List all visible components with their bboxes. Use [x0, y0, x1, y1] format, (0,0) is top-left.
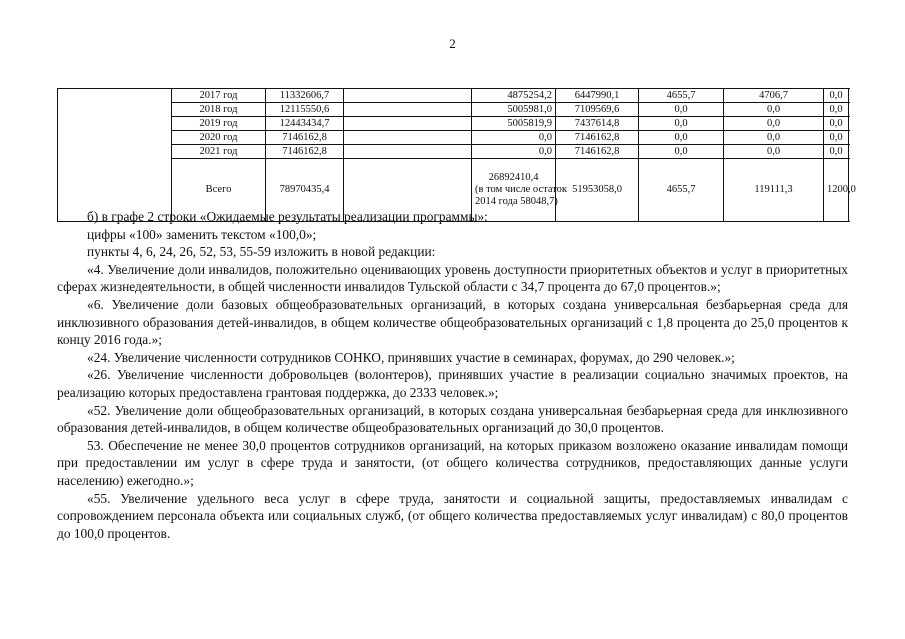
paragraph: «55. Увеличение удельного веса услуг в сфере труда, занятости и социальной защиты, предоставляемых инвалидам с сопровождением персонала объекта или социальных служб, (от общего количества предоставляемых услуг инвалидам) с 80,0 процентов до 100,0 процентов. [57, 490, 848, 541]
table-cell: 0,0 [824, 131, 849, 145]
table-cell: 5005981,0 [472, 103, 556, 117]
table-cell: 11332606,7 [266, 89, 344, 103]
paragraph: б) в графе 2 строки «Ожидаемые результаты реализации программы»: [87, 209, 488, 224]
table-cell: 0,0 [824, 103, 849, 117]
document-body [57, 208, 848, 542]
table-row [58, 89, 849, 103]
table-row [58, 145, 849, 159]
table-cell: 0,0 [639, 103, 724, 117]
table-cell: 0,0 [639, 117, 724, 131]
table-cell [344, 89, 472, 103]
paragraph: «24. Увеличение численности сотрудников СОНКО, принявших участие в семинарах, форумах, до 290 человек.»; [87, 349, 735, 365]
table-cell: 0,0 [824, 145, 849, 159]
page-number: 2 [449, 36, 456, 51]
table-cell: 4875254,2 [472, 89, 556, 103]
table-cell: 7437614,8 [556, 117, 639, 131]
merged-first-cell [58, 89, 172, 222]
table-cell: 119111,3 [724, 159, 824, 222]
table-cell: 7146162,8 [556, 145, 639, 159]
budget-table [57, 88, 856, 222]
table-cell: 5005819,9 [472, 117, 556, 131]
year-cell: 2020 год [172, 131, 266, 145]
total-note: (в том числе остаток [475, 184, 568, 195]
table-cell [344, 117, 472, 131]
table-cell [344, 103, 472, 117]
table-cell: 7109569,6 [556, 103, 639, 117]
year-cell: 2021 год [172, 145, 266, 159]
table-cell: 0,0 [724, 145, 824, 159]
table-row [58, 103, 849, 117]
table-cell: 0,0 [724, 117, 824, 131]
table-cell: 4655,7 [639, 159, 724, 222]
paragraph: пункты 4, 6, 24, 26, 52, 53, 55-59 изложить в новой редакции: [87, 244, 436, 260]
table-cell: 0,0 [639, 145, 724, 159]
paragraph: «52. Увеличение доли общеобразовательных организаций, в которых создана универсальная безбарьерная среда для инклюзивного образования детей-инвалидов, в общем количестве общеобразовательных организаций до 30,0 процентов. [57, 402, 848, 436]
table-cell: 6447990,1 [556, 89, 639, 103]
table-cell: 1200,0 [824, 159, 849, 222]
table-cell: 12443434,7 [266, 117, 344, 131]
table-cell: 0,0 [639, 131, 724, 145]
table-cell: 0,0 [724, 131, 824, 145]
table-row [58, 117, 849, 131]
table-cell: 0,0 [472, 145, 556, 159]
table-row [58, 131, 849, 145]
paragraph: «4. Увеличение доли инвалидов, положительно оценивающих уровень доступности приоритетных объектов и услуг в приоритетных сферах жизнедеятельности, в общей численности инвалидов Тульской области с 34,7 процента до 67,0 процентов.»; [57, 261, 848, 295]
table-cell: 7146162,8 [266, 145, 344, 159]
paragraph: «26. Увеличение численности добровольцев (волонтеров), принявших участие в реализации социально значимых проектов, на реализацию которых предоставлена грантовая поддержка, до 2333 человек.»; [57, 367, 848, 400]
table-cell [344, 145, 472, 159]
year-cell: 2018 год [172, 103, 266, 117]
table-cell: 4655,7 [639, 89, 724, 103]
table-cell: 0,0 [824, 117, 849, 131]
total-note: 2014 года 58048,7) [475, 196, 558, 207]
year-cell: 2019 год [172, 117, 266, 131]
table-cell: 7146162,8 [266, 131, 344, 145]
paragraph: цифры «100» заменить текстом «100,0»; [87, 226, 317, 242]
table-cell: 0,0 [824, 89, 849, 103]
table-cell [344, 131, 472, 145]
table-cell: 7146162,8 [556, 131, 639, 145]
paragraph: «6. Увеличение доли базовых общеобразовательных организаций, в которых создана универсальная безбарьерная среда для инклюзивного образования детей-инвалидов, в общем количестве общеобразовательных организаций с 1,8 процента до 25,0 процентов к концу 2016 года.»; [57, 296, 848, 348]
table-cell: 0,0 [724, 103, 824, 117]
table-cell: 0,0 [472, 131, 556, 145]
year-cell: 2017 год [172, 89, 266, 103]
total-label: Всего [172, 159, 266, 222]
table-cell: 4706,7 [724, 89, 824, 103]
table-cell: 51953058,0 [556, 159, 639, 222]
table-cell: 78970435,4 [266, 159, 344, 222]
paragraph: 53. Обеспечение не менее 30,0 процентов сотрудников организаций, на которых приказом возложено оказание инвалидам помощи при предоставлении им услуг в сфере труда и занятости, (от общего количества сотрудников, предоставляющих данные услуги населению) ежегодно.»; [57, 437, 848, 488]
total-value: 26892410,4 [488, 172, 539, 183]
table-cell: 12115550,6 [266, 103, 344, 117]
